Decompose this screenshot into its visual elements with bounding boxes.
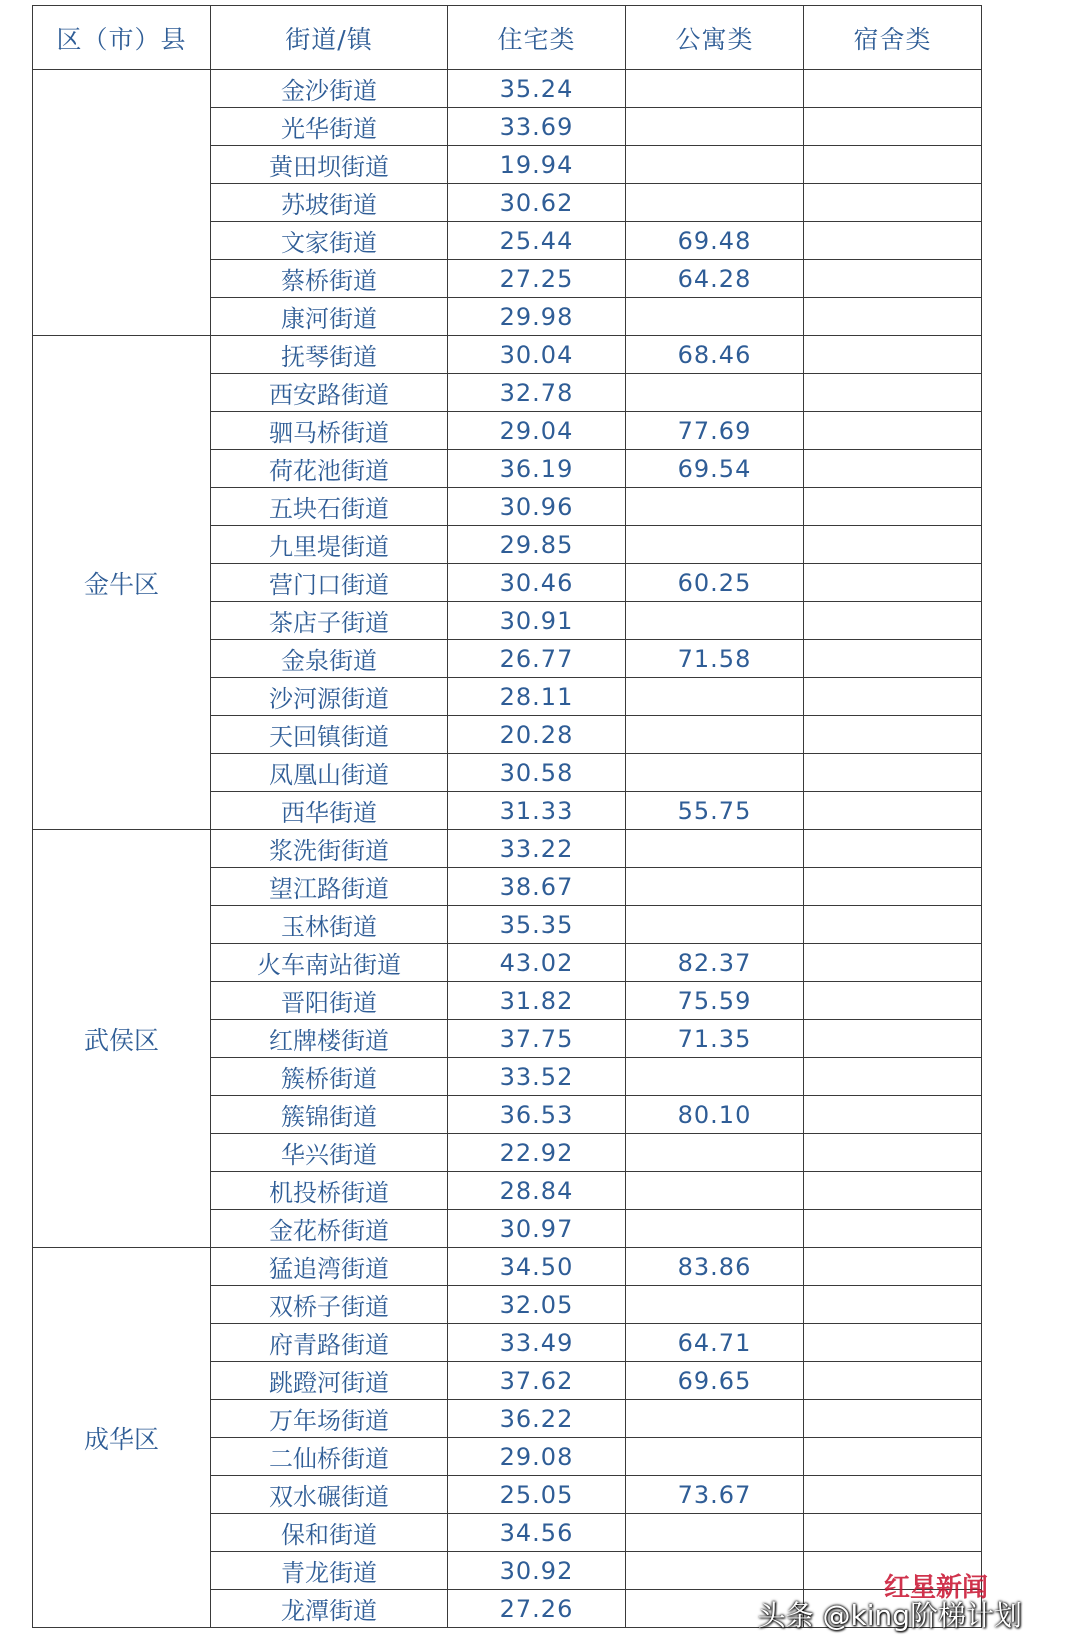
- apartment-price-cell: 73.67: [626, 1476, 804, 1514]
- apartment-price-cell: [626, 526, 804, 564]
- street-cell: 金花桥街道: [211, 1210, 448, 1248]
- apartment-price-cell: [626, 298, 804, 336]
- dorm-price-cell: [804, 108, 982, 146]
- dorm-price-cell: [804, 906, 982, 944]
- district-cell: 成华区: [33, 1248, 211, 1628]
- apartment-price-cell: [626, 1552, 804, 1590]
- street-cell: 沙河源街道: [211, 678, 448, 716]
- residential-price-cell: 30.04: [448, 336, 626, 374]
- apartment-price-cell: [626, 108, 804, 146]
- apartment-price-cell: 80.10: [626, 1096, 804, 1134]
- district-cell: 金牛区: [33, 336, 211, 830]
- apartment-price-cell: [626, 754, 804, 792]
- apartment-price-cell: [626, 1210, 804, 1248]
- dorm-price-cell: [804, 982, 982, 1020]
- residential-price-cell: 28.84: [448, 1172, 626, 1210]
- apartment-price-cell: [626, 678, 804, 716]
- dorm-price-cell: [804, 754, 982, 792]
- street-cell: 万年场街道: [211, 1400, 448, 1438]
- header-street: 街道/镇: [211, 6, 448, 70]
- residential-price-cell: 37.62: [448, 1362, 626, 1400]
- dorm-price-cell: [804, 792, 982, 830]
- table-row: [33, 70, 982, 108]
- residential-price-cell: 31.33: [448, 792, 626, 830]
- price-table: [32, 5, 982, 1628]
- dorm-price-cell: [804, 450, 982, 488]
- residential-price-cell: 29.85: [448, 526, 626, 564]
- street-cell: 火车南站街道: [211, 944, 448, 982]
- residential-price-cell: 33.22: [448, 830, 626, 868]
- street-cell: 五块石街道: [211, 488, 448, 526]
- apartment-price-cell: [626, 488, 804, 526]
- dorm-price-cell: [804, 146, 982, 184]
- apartment-price-cell: 71.58: [626, 640, 804, 678]
- street-cell: 凤凰山街道: [211, 754, 448, 792]
- dorm-price-cell: [804, 1096, 982, 1134]
- residential-price-cell: 34.56: [448, 1514, 626, 1552]
- apartment-price-cell: [626, 1514, 804, 1552]
- residential-price-cell: 34.50: [448, 1248, 626, 1286]
- residential-price-cell: 36.19: [448, 450, 626, 488]
- dorm-price-cell: [804, 716, 982, 754]
- street-cell: 簇桥街道: [211, 1058, 448, 1096]
- dorm-price-cell: [804, 640, 982, 678]
- apartment-price-cell: 83.86: [626, 1248, 804, 1286]
- residential-price-cell: 25.44: [448, 222, 626, 260]
- street-cell: 望江路街道: [211, 868, 448, 906]
- residential-price-cell: 30.97: [448, 1210, 626, 1248]
- street-cell: 驷马桥街道: [211, 412, 448, 450]
- apartment-price-cell: [626, 602, 804, 640]
- apartment-price-cell: [626, 1058, 804, 1096]
- street-cell: 苏坡街道: [211, 184, 448, 222]
- street-cell: 府青路街道: [211, 1324, 448, 1362]
- apartment-price-cell: 60.25: [626, 564, 804, 602]
- street-cell: 晋阳街道: [211, 982, 448, 1020]
- street-cell: 营门口街道: [211, 564, 448, 602]
- residential-price-cell: 26.77: [448, 640, 626, 678]
- residential-price-cell: 30.91: [448, 602, 626, 640]
- apartment-price-cell: [626, 716, 804, 754]
- street-cell: 九里堤街道: [211, 526, 448, 564]
- dorm-price-cell: [804, 374, 982, 412]
- apartment-price-cell: 69.54: [626, 450, 804, 488]
- apartment-price-cell: [626, 1134, 804, 1172]
- street-cell: 蔡桥街道: [211, 260, 448, 298]
- residential-price-cell: 36.53: [448, 1096, 626, 1134]
- residential-price-cell: 30.58: [448, 754, 626, 792]
- dorm-price-cell: [804, 1134, 982, 1172]
- residential-price-cell: 28.11: [448, 678, 626, 716]
- dorm-price-cell: [804, 1324, 982, 1362]
- apartment-price-cell: [626, 146, 804, 184]
- street-cell: 保和街道: [211, 1514, 448, 1552]
- street-cell: 跳蹬河街道: [211, 1362, 448, 1400]
- header-district: 区（市）县: [33, 6, 211, 70]
- news-logo: 红星新闻: [883, 1573, 988, 1603]
- dorm-price-cell: [804, 1286, 982, 1324]
- apartment-price-cell: 71.35: [626, 1020, 804, 1058]
- street-cell: 光华街道: [211, 108, 448, 146]
- dorm-price-cell: [804, 1514, 982, 1552]
- street-cell: 金泉街道: [211, 640, 448, 678]
- residential-price-cell: 33.69: [448, 108, 626, 146]
- residential-price-cell: 43.02: [448, 944, 626, 982]
- dorm-price-cell: [804, 526, 982, 564]
- header-dorm: 宿舍类: [804, 6, 982, 70]
- table-row: [33, 1248, 982, 1286]
- dorm-price-cell: [804, 830, 982, 868]
- street-cell: 金沙街道: [211, 70, 448, 108]
- apartment-price-cell: [626, 868, 804, 906]
- residential-price-cell: 38.67: [448, 868, 626, 906]
- apartment-price-cell: [626, 70, 804, 108]
- header-apartment: 公寓类: [626, 6, 804, 70]
- apartment-price-cell: 55.75: [626, 792, 804, 830]
- dorm-price-cell: [804, 1020, 982, 1058]
- apartment-price-cell: [626, 830, 804, 868]
- street-cell: 文家街道: [211, 222, 448, 260]
- street-cell: 二仙桥街道: [211, 1438, 448, 1476]
- table-body: [33, 70, 982, 1628]
- data-table-container: [32, 5, 982, 1628]
- district-cell: [33, 70, 211, 336]
- street-cell: 簇锦街道: [211, 1096, 448, 1134]
- dorm-price-cell: [804, 1362, 982, 1400]
- apartment-price-cell: 64.28: [626, 260, 804, 298]
- apartment-price-cell: 69.48: [626, 222, 804, 260]
- street-cell: 龙潭街道: [211, 1590, 448, 1628]
- dorm-price-cell: [804, 678, 982, 716]
- apartment-price-cell: 64.71: [626, 1324, 804, 1362]
- apartment-price-cell: 69.65: [626, 1362, 804, 1400]
- residential-price-cell: 30.46: [448, 564, 626, 602]
- residential-price-cell: 36.22: [448, 1400, 626, 1438]
- dorm-price-cell: [804, 944, 982, 982]
- residential-price-cell: 37.75: [448, 1020, 626, 1058]
- dorm-price-cell: [804, 1248, 982, 1286]
- street-cell: 双桥子街道: [211, 1286, 448, 1324]
- residential-price-cell: 30.96: [448, 488, 626, 526]
- residential-price-cell: 29.98: [448, 298, 626, 336]
- street-cell: 荷花池街道: [211, 450, 448, 488]
- apartment-price-cell: 82.37: [626, 944, 804, 982]
- residential-price-cell: 35.35: [448, 906, 626, 944]
- dorm-price-cell: [804, 564, 982, 602]
- residential-price-cell: 35.24: [448, 70, 626, 108]
- residential-price-cell: 29.08: [448, 1438, 626, 1476]
- residential-price-cell: 30.62: [448, 184, 626, 222]
- street-cell: 康河街道: [211, 298, 448, 336]
- header-row: [33, 6, 982, 70]
- district-cell: 武侯区: [33, 830, 211, 1248]
- street-cell: 玉林街道: [211, 906, 448, 944]
- residential-price-cell: 33.49: [448, 1324, 626, 1362]
- residential-price-cell: 19.94: [448, 146, 626, 184]
- residential-price-cell: 33.52: [448, 1058, 626, 1096]
- dorm-price-cell: [804, 184, 982, 222]
- dorm-price-cell: [804, 1400, 982, 1438]
- street-cell: 华兴街道: [211, 1134, 448, 1172]
- residential-price-cell: 29.04: [448, 412, 626, 450]
- apartment-price-cell: [626, 1172, 804, 1210]
- apartment-price-cell: [626, 184, 804, 222]
- header-residential: 住宅类: [448, 6, 626, 70]
- street-cell: 黄田坝街道: [211, 146, 448, 184]
- street-cell: 青龙街道: [211, 1552, 448, 1590]
- dorm-price-cell: [804, 222, 982, 260]
- street-cell: 西安路街道: [211, 374, 448, 412]
- dorm-price-cell: [804, 488, 982, 526]
- dorm-price-cell: [804, 1438, 982, 1476]
- street-cell: 红牌楼街道: [211, 1020, 448, 1058]
- apartment-price-cell: 75.59: [626, 982, 804, 1020]
- street-cell: 天回镇街道: [211, 716, 448, 754]
- dorm-price-cell: [804, 1210, 982, 1248]
- street-cell: 抚琴街道: [211, 336, 448, 374]
- apartment-price-cell: [626, 374, 804, 412]
- residential-price-cell: 27.25: [448, 260, 626, 298]
- dorm-price-cell: [804, 1172, 982, 1210]
- apartment-price-cell: 77.69: [626, 412, 804, 450]
- watermark-text: 头条 @king阶梯计划: [757, 1599, 1022, 1632]
- street-cell: 双水碾街道: [211, 1476, 448, 1514]
- apartment-price-cell: [626, 1438, 804, 1476]
- residential-price-cell: 32.78: [448, 374, 626, 412]
- dorm-price-cell: [804, 868, 982, 906]
- apartment-price-cell: [626, 1286, 804, 1324]
- apartment-price-cell: 68.46: [626, 336, 804, 374]
- residential-price-cell: 31.82: [448, 982, 626, 1020]
- apartment-price-cell: [626, 1400, 804, 1438]
- residential-price-cell: 25.05: [448, 1476, 626, 1514]
- street-cell: 茶店子街道: [211, 602, 448, 640]
- residential-price-cell: 22.92: [448, 1134, 626, 1172]
- dorm-price-cell: [804, 70, 982, 108]
- apartment-price-cell: [626, 906, 804, 944]
- dorm-price-cell: [804, 1476, 982, 1514]
- street-cell: 浆洗街街道: [211, 830, 448, 868]
- residential-price-cell: 30.92: [448, 1552, 626, 1590]
- dorm-price-cell: [804, 412, 982, 450]
- residential-price-cell: 27.26: [448, 1590, 626, 1628]
- street-cell: 猛追湾街道: [211, 1248, 448, 1286]
- street-cell: 西华街道: [211, 792, 448, 830]
- dorm-price-cell: [804, 1058, 982, 1096]
- residential-price-cell: 20.28: [448, 716, 626, 754]
- street-cell: 机投桥街道: [211, 1172, 448, 1210]
- dorm-price-cell: [804, 336, 982, 374]
- dorm-price-cell: [804, 298, 982, 336]
- table-row: [33, 336, 982, 374]
- dorm-price-cell: [804, 602, 982, 640]
- dorm-price-cell: [804, 260, 982, 298]
- table-row: [33, 830, 982, 868]
- residential-price-cell: 32.05: [448, 1286, 626, 1324]
